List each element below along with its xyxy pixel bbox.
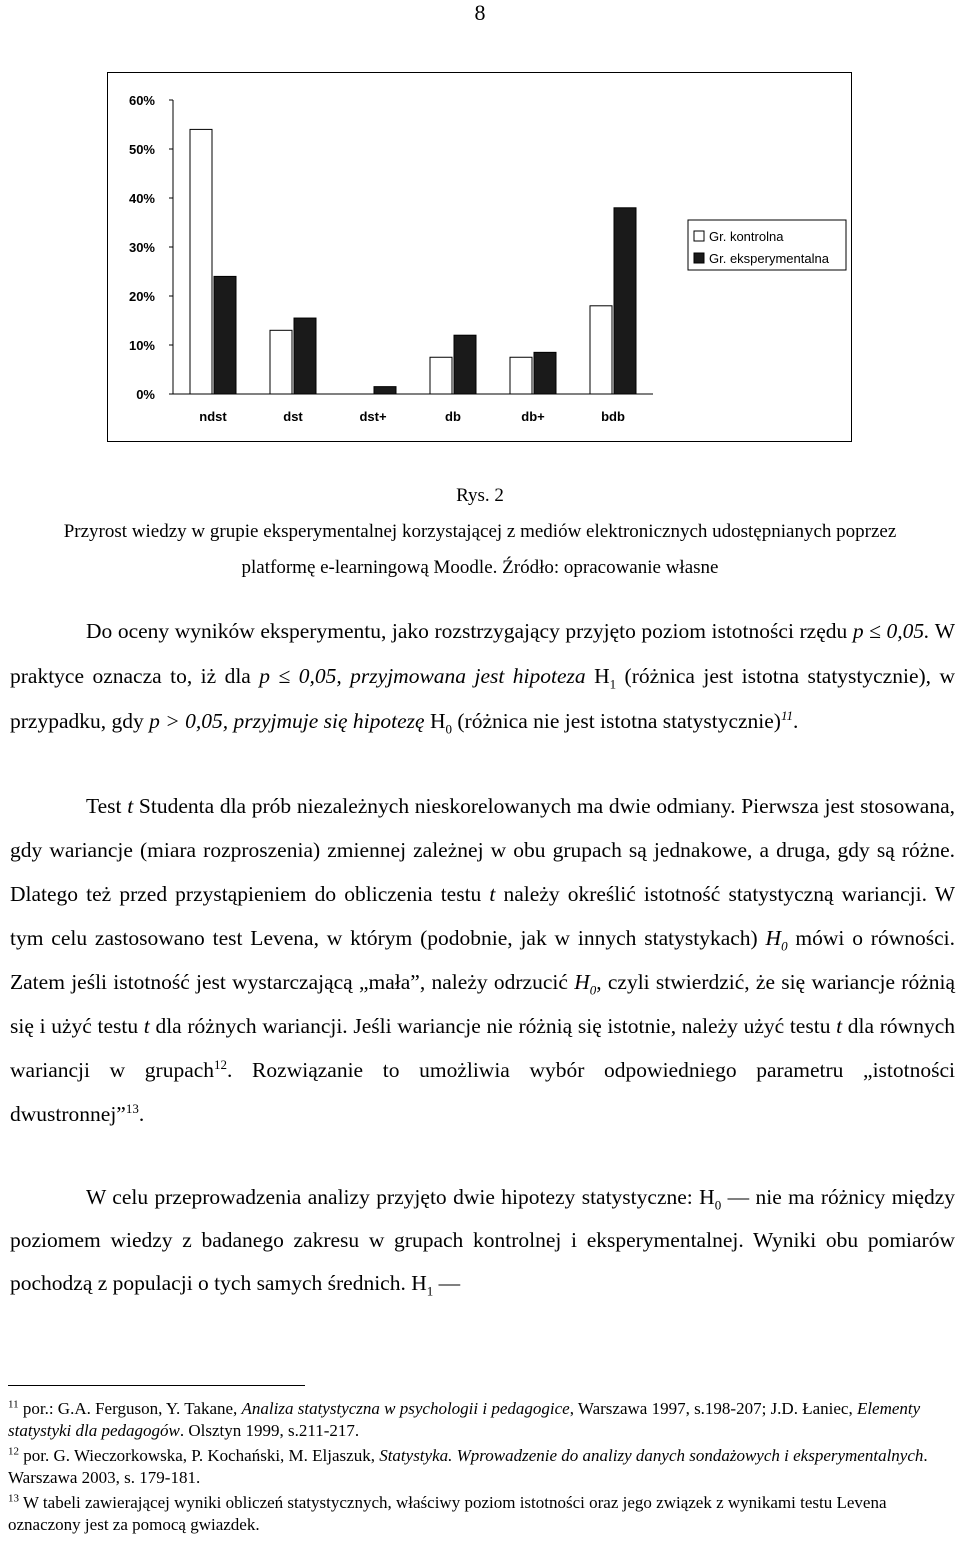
- y-tick-label: 30%: [128, 240, 155, 255]
- page-number: 8: [474, 0, 486, 25]
- y-tick-label: 50%: [128, 142, 155, 157]
- figure-caption-line2: platformę e-learningową Moodle. Źródło: opracowanie własne: [241, 557, 719, 578]
- bar-db+-kontrolna: [510, 357, 532, 394]
- bar-db-eksperymentalna: [454, 335, 476, 394]
- paragraph-t-test: Test t Studenta dla prób niezależnych nieskorelowanych ma dwie odmiany. Pierwsza jest stosowana, gdy wariancje (miara rozproszenia) zmiennej zależnej w obu grupach są jednakowe, a druga, gdy są różne. Dlatego też przed przystąpieniem do obliczenia testu t należy określić istotność statystyczną wariancji. W tym celu zastosowano test Levena, w którym (podobnie, jak w innych statystykach) $H_0$ mówi o równości. Zatem jeśli istotność jest wystarczającą „mała”, należy odrzucić $H_0$, czyli stwierdzić, że się wariancje różnią się i użyć testu t dla różnych wariancji. Jeśli wariancje nie różnią się istotnie, należy użyć testu t dla równych wariancji w grupach$^{12}$. Rozwiązanie to umożliwia wybór odpowiedniego parametru „istotności dwustronnej”$^{13}$.: [10, 794, 956, 1126]
- figure-caption-line1: Przyrost wiedzy w grupie eksperymentalnej korzystającej z mediów elektronicznych udostępnianych poprzez: [63, 521, 897, 542]
- footnote-separator: [8, 1385, 305, 1386]
- bar-dst-kontrolna: [270, 330, 292, 394]
- bar-bdb-kontrolna: [590, 306, 612, 394]
- bar-db+-eksperymentalna: [534, 352, 556, 394]
- bar-chart: [107, 72, 852, 442]
- footnote-13: $^{13}$ W tabeli zawierającej wyniki obliczeń statystycznych, właściwy poziom istotności oraz jego związek z wynikami testu Levena oznaczony jest za pomocą gwiazdek.: [8, 1492, 887, 1534]
- y-tick-label: 0%: [136, 387, 155, 402]
- legend-label: Gr. eksperymentalna: [709, 251, 829, 266]
- bar-dst-eksperymentalna: [294, 318, 316, 394]
- bar-ndst-eksperymentalna: [214, 276, 236, 394]
- bar-db-kontrolna: [430, 357, 452, 394]
- bar-bdb-eksperymentalna: [614, 208, 636, 394]
- paragraph-significance: Do oceny wyników eksperymentu, jako rozstrzygający przyjęto poziom istotności rzędu p ≤ 0,05. W praktyce oznacza to, iż dla p ≤ 0,05, przyjmowana jest hipoteza $H_1$ (różnica jest istotna statystycznie), w przypadku, gdy p > 0,05, przyjmuje się hipotezę $H_0$ (różnica nie jest istotna statystycznie)$^{11}$.: [10, 619, 956, 737]
- paragraph-hypotheses: W celu przeprowadzenia analizy przyjęto dwie hipotezy statystyczne: $H_0$ — nie ma różnicy między poziomem wiedzy z badanego zakresu w grupach kontrolnej i eksperymentalnej. Wyniki obu pomiarów pochodzą z populacji o tych samych średnich. $H_1$ —: [10, 1185, 955, 1299]
- x-tick-label: db+: [521, 409, 545, 424]
- chart-svg: [108, 73, 853, 443]
- y-tick-label: 40%: [128, 191, 155, 206]
- legend-swatch: [694, 253, 704, 263]
- y-tick-label: 20%: [128, 289, 155, 304]
- legend-label: Gr. kontrolna: [709, 229, 784, 244]
- x-tick-label: db: [445, 409, 461, 424]
- y-tick-label: 60%: [128, 93, 155, 108]
- figure-label: Rys. 2: [456, 485, 504, 506]
- y-tick-label: 10%: [128, 338, 155, 353]
- footnote-11: $^{11}$ por.: G.A. Ferguson, Y. Takane, Analiza statystyczna w psychologii i pedagogice, Warszawa 1997, s.198-207; J.D. Łaniec, Elementy statystyki dla pedagogów. Olsztyn 1999, s.211-217.: [8, 1398, 921, 1440]
- legend-swatch: [694, 231, 704, 241]
- bar-ndst-kontrolna: [190, 129, 212, 394]
- x-tick-label: bdb: [601, 409, 625, 424]
- footnote-12: $^{12}$ por. G. Wieczorkowska, P. Kochański, M. Eljaszuk, Statystyka. Wprowadzenie do analizy danych sondażowych i eksperymentalnych. Warszawa 2003, s. 179-181.: [8, 1445, 928, 1487]
- x-tick-label: dst+: [359, 409, 387, 424]
- x-tick-label: dst: [283, 409, 303, 424]
- x-tick-label: ndst: [199, 409, 227, 424]
- bar-dst+-eksperymentalna: [374, 387, 396, 394]
